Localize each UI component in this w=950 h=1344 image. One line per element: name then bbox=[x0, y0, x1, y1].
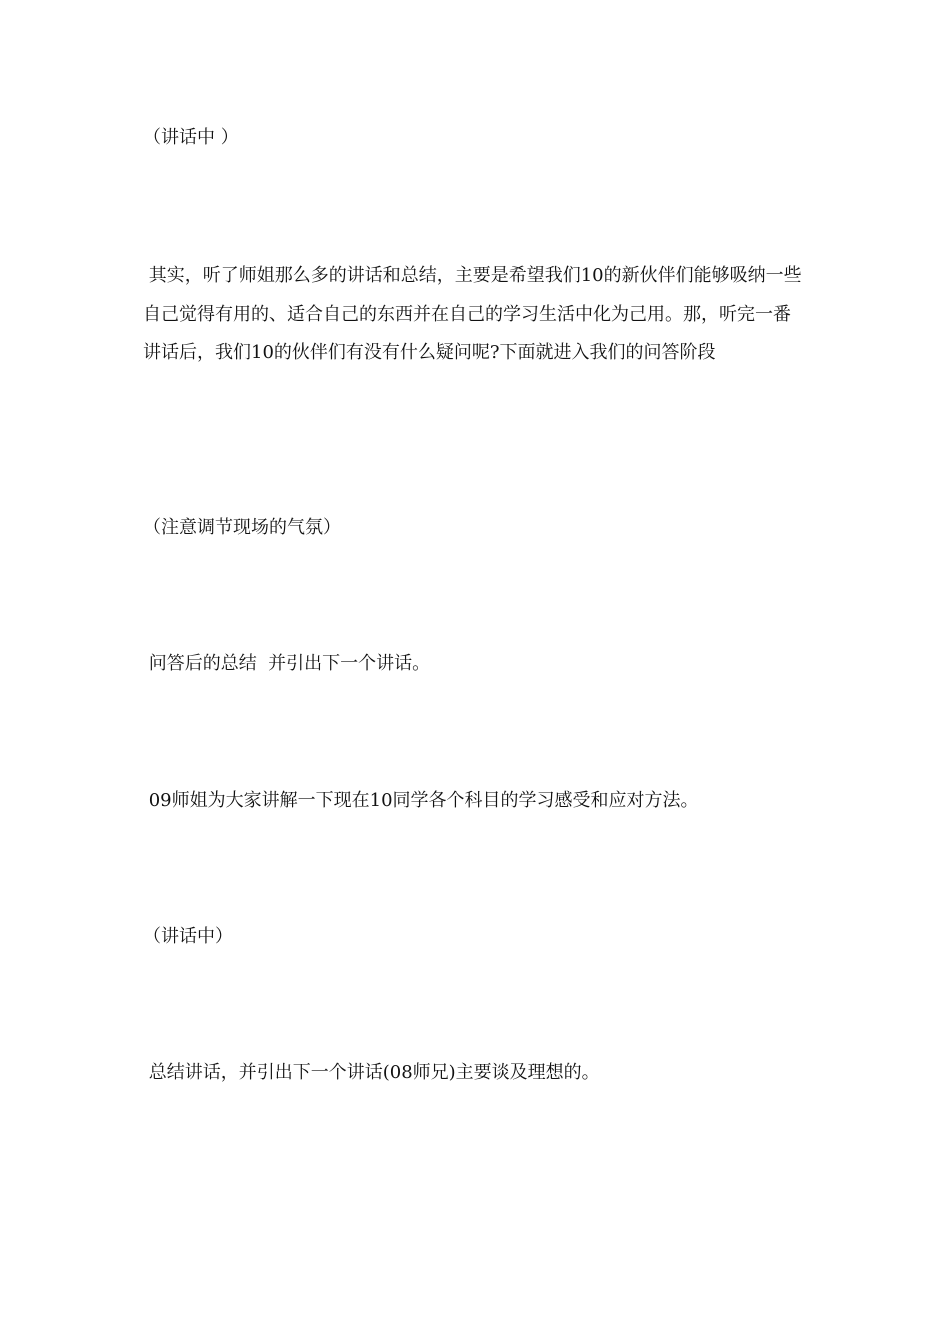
paragraph-atmosphere-note: （注意调节现场的气氛） bbox=[143, 517, 341, 538]
paragraph-qa-summary: 问答后的总结 并引出下一个讲话。 bbox=[143, 653, 431, 674]
paragraph-subject-talk: 09师姐为大家讲解一下现在10同学各个科目的学习感受和应对方法。 bbox=[143, 790, 699, 811]
paragraph-qa-intro: 其实，听了师姐那么多的讲话和总结，主要是希望我们10的新伙伴们能够吸纳一些自己觉得有用的、适合自己的东西并在自己的学习生活中化为己用。那，听完一番讲话后，我们10的伙伴们有没有什么疑问呢?下面就进入我们的问答阶段 bbox=[143, 265, 802, 363]
paragraph-speech-note-2: （讲话中） bbox=[143, 926, 233, 947]
paragraph-closing-summary: 总结讲话，并引出下一个讲话(08师兄)主要谈及理想的。 bbox=[143, 1062, 600, 1083]
paragraph-speech-note-1: （讲话中 ） bbox=[143, 127, 239, 148]
